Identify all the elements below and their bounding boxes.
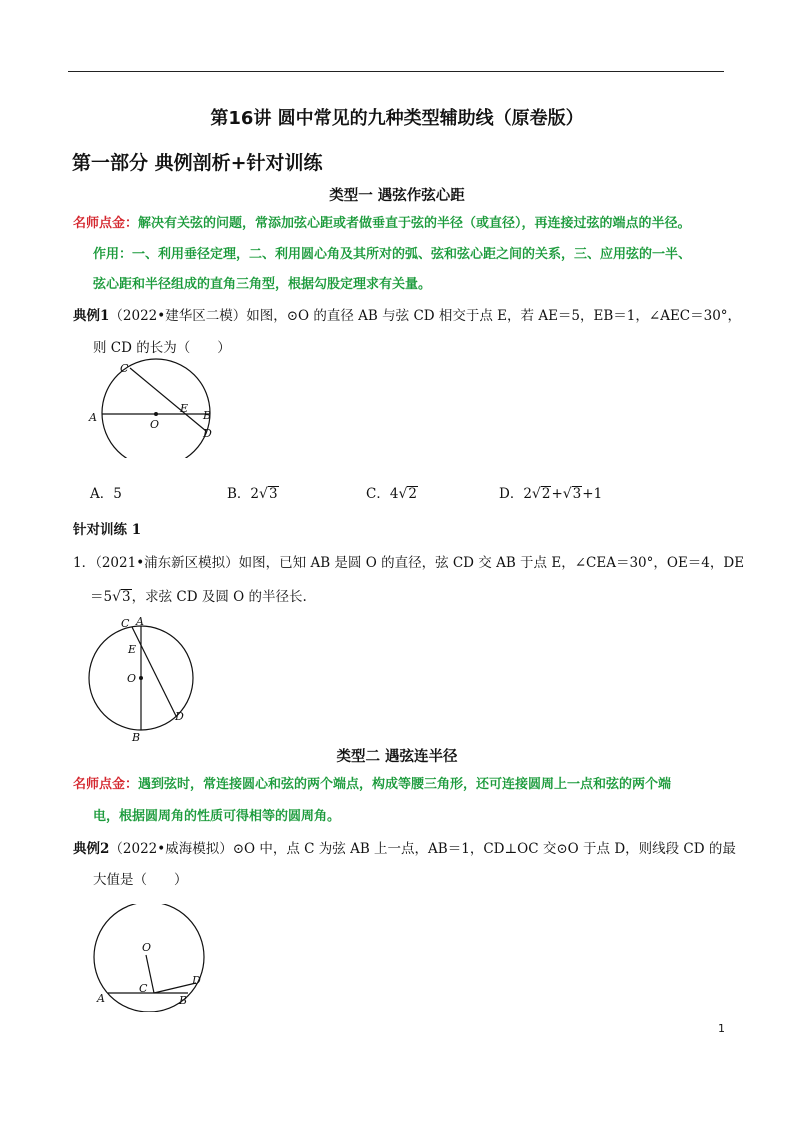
example1-figure — [86, 358, 226, 458]
example2-line2: 大值是（ ） — [93, 872, 188, 888]
label-b: B — [132, 731, 141, 744]
label-a: A — [136, 615, 144, 628]
option-a-label: A． — [90, 486, 114, 502]
label-c: C — [120, 362, 129, 375]
section2-heading: 类型二 遇弦连半径 — [336, 749, 458, 765]
label-e: E — [128, 643, 137, 656]
label-o: O — [142, 941, 152, 954]
label-c: C — [139, 982, 148, 995]
question-radicand: 3 — [122, 589, 131, 605]
training1-line2 — [90, 585, 307, 605]
example-label: 典例 — [73, 308, 100, 324]
part-heading: 第一部分 典例剖析+针对训练 — [72, 152, 323, 174]
option-d-radicand2: 3 — [572, 486, 582, 502]
option-c[interactable] — [366, 482, 418, 502]
label-b: B — [179, 994, 188, 1007]
training1-heading: 针对训练 1 — [73, 522, 142, 538]
label-b: B — [203, 409, 212, 422]
center-point — [139, 676, 143, 680]
label-d: D — [203, 427, 212, 440]
option-a-value: 5 — [113, 486, 122, 502]
example1-line1 — [73, 304, 741, 324]
example-text: （2022•建华区二模）如图，⊙O 的直径 AB 与弦 CD 相交于点 E，若 AE＝5，EB＝1，∠AEC＝30°， — [109, 308, 742, 324]
option-d-label: D． — [499, 486, 524, 502]
tip-label: 名师点金： — [73, 777, 139, 792]
section1-tip-line2 — [93, 243, 691, 262]
chord-cd — [132, 627, 176, 716]
example-label: 典例 — [73, 841, 100, 857]
radical-sign: √ — [259, 486, 268, 502]
page-title: 第16讲 圆中常见的九种类型辅助线（原卷版） — [210, 108, 584, 129]
label-e: E — [180, 402, 189, 415]
section2-tip-line2 — [93, 805, 340, 824]
example1-line2: 则 CD 的长为（ ） — [93, 340, 231, 356]
option-d-coef: 2 — [523, 486, 532, 502]
label-a: A — [97, 992, 105, 1005]
label-d: D — [175, 710, 184, 723]
option-d-plus1: + — [551, 486, 563, 502]
tip-text: 遇到弦时，常连接圆心和弦的两个端点，构成等腰三角形，还可连接圆周上一点和弦的两个端 — [138, 777, 672, 792]
header-rule — [68, 71, 724, 72]
training1-figure — [84, 612, 214, 744]
radical-sign: √ — [398, 486, 408, 502]
tip-text: 弦心距和半径组成的直角三角型，根据勾股定理求有关量。 — [93, 277, 432, 292]
option-d-tail: 1 — [593, 486, 603, 502]
example2-line1 — [73, 837, 736, 857]
label-c: C — [121, 617, 130, 630]
training1-line1 — [73, 551, 744, 571]
option-a[interactable] — [90, 482, 122, 502]
option-b-radicand: 3 — [268, 486, 278, 502]
circle-o — [102, 359, 210, 458]
example-number: 1 — [100, 308, 110, 324]
tip-text: 电，根据圆周角的性质可得相等的圆周角。 — [93, 809, 341, 824]
section1-heading: 类型一 遇弦作弦心距 — [329, 188, 465, 204]
radical-sign: √ — [112, 589, 122, 605]
chord-cd — [130, 368, 206, 431]
option-c-label: C． — [366, 486, 390, 502]
question-number: 1． — [73, 555, 96, 571]
tip-text: 解决有关弦的问题，常添加弦心距或者做垂直于弦的半径（或直径），再连接过弦的端点的半径。 — [138, 216, 691, 231]
circle-o — [94, 904, 204, 1012]
label-o: O — [127, 672, 137, 685]
option-b[interactable] — [227, 482, 279, 502]
option-b-label: B． — [227, 486, 251, 502]
option-c-coef: 4 — [389, 486, 399, 502]
example-number: 2 — [100, 841, 110, 857]
label-a: A — [89, 411, 97, 424]
option-d-plus2: + — [582, 486, 594, 502]
segment-cd — [154, 983, 196, 993]
label-o: O — [150, 418, 160, 431]
option-d[interactable] — [499, 482, 602, 502]
tip-label: 名师点金： — [73, 216, 139, 231]
question-text-pre: ＝5 — [90, 589, 113, 605]
example-text: （2022•威海模拟）⊙O 中，点 C 为弦 AB 上一点，AB＝1，CD⊥OC 交⊙O 于点 D，则线段 CD 的最 — [109, 841, 736, 857]
center-point — [154, 412, 158, 416]
section1-tip-line3 — [93, 273, 431, 292]
question-text-post: ，求弦 CD 及圆 O 的半径长. — [131, 589, 307, 605]
example2-figure — [88, 904, 218, 1012]
option-d-radicand1: 2 — [541, 486, 551, 502]
page-number: 1 — [718, 1022, 725, 1035]
tip-text: 作用：一、利用垂径定理，二、利用圆心角及其所对的弧、弦和弦心距之间的关系，三、应用弦的一半、 — [93, 247, 692, 262]
option-b-coef: 2 — [250, 486, 260, 502]
question-text: （2021•浦东新区模拟）如图，已知 AB 是圆 O 的直径，弦 CD 交 AB 于点 E，∠CEA＝30°，OE＝4，DE — [95, 555, 745, 571]
label-d: D — [192, 974, 201, 987]
radical-sign: √ — [562, 486, 572, 502]
section1-tip-line1 — [73, 212, 691, 231]
option-c-radicand: 2 — [408, 486, 417, 502]
radical-sign: √ — [531, 486, 541, 502]
section2-tip-line1 — [73, 773, 671, 792]
